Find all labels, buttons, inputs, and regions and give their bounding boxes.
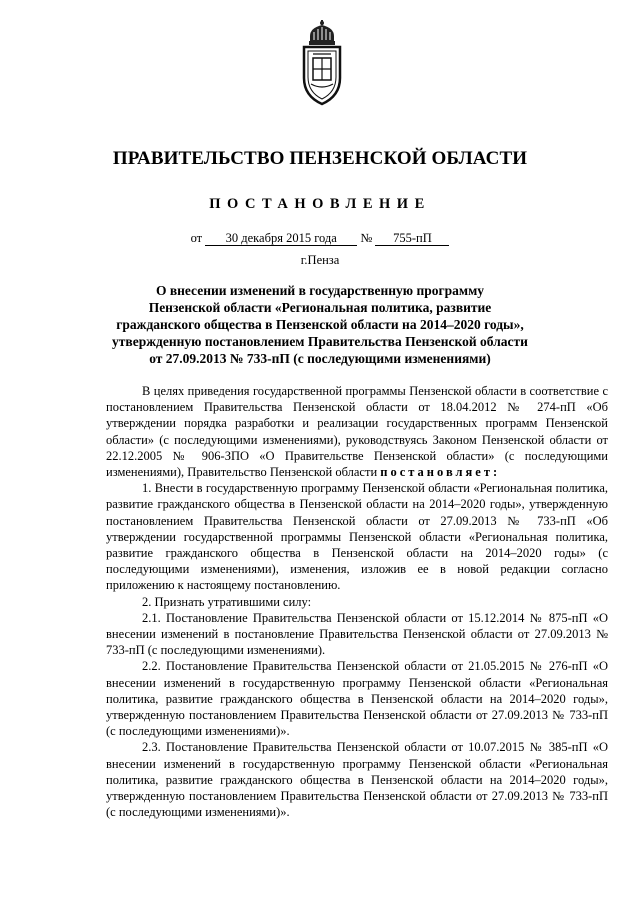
preamble-text: В целях приведения государственной программы Пензенской области в соответствие с постановлением Правительства Пензенской области от 18.04.2012 № 274-пП «Об утверждении порядка разработки и реализации государственных программ Пензенской области» (с последующими изменениями), руководствуясь Законом Пензенской области от 22.12.2005 № 906-ЗПО «О Правительстве Пензенской области» (с последующими изменениями), Правительство Пензенской области bbox=[106, 384, 608, 480]
item-paragraph: 2.2. Постановление Правительства Пензенской области от 21.05.2015 № 276-пП «О внесении изменений в государственную программу Пензенской области «Региональная политика, развитие гражданского общества в Пензенской области на 2014–2020 годы», утвержденную постановлением Правительства Пензенской области от 27.09.2013 № 733-пП (с последующими изменениями)». bbox=[106, 659, 608, 739]
document-date: 30 декабря 2015 года bbox=[205, 232, 357, 246]
coat-of-arms-icon bbox=[300, 20, 344, 106]
preamble-paragraph bbox=[106, 383, 608, 480]
item-paragraph: 2.3. Постановление Правительства Пензенской области от 10.07.2015 № 385-пП «О внесении изменений в государственную программу Пензенской области «Региональная политика, развитие гражданского общества в Пензенской области на 2014–2020 годы», утвержденную постановлением Правительства Пензенской области от 27.09.2013 № 733-пП (с последующими изменениями)». bbox=[106, 740, 608, 820]
organization-name: ПРАВИТЕЛЬСТВО ПЕНЗЕНСКОЙ ОБЛАСТИ bbox=[112, 148, 528, 169]
document-body bbox=[106, 383, 608, 820]
date-prefix: от bbox=[190, 231, 203, 245]
title-line: О внесении изменений в государственную программу bbox=[155, 283, 485, 298]
title-line: от 27.09.2013 № 733-пП (с последующими изменениями) bbox=[149, 351, 491, 366]
number-prefix: № bbox=[360, 231, 373, 245]
document-type: ПОСТАНОВЛЕНИЕ bbox=[209, 196, 431, 212]
city: г.Пенза bbox=[300, 253, 340, 267]
resolve-word: постановляет: bbox=[380, 465, 501, 480]
document-title bbox=[100, 282, 540, 367]
title-line: Пензенской области «Региональная политика, развитие bbox=[148, 300, 492, 315]
item-paragraph: 1. Внести в государственную программу Пензенской области «Региональная политика, развитие гражданского общества в Пензенской области на 2014–2020 годы», утвержденную постановлением Правительства Пензенской области от 27.09.2013 № 733-пП «Об утверждении государственной программы Пензенской области «Региональная политика, развитие гражданского общества в Пензенской области на 2014–2020 годы» (с последующими изменениями), изменения, изложив ее в новой редакции согласно приложению к настоящему постановлению. bbox=[106, 481, 608, 593]
item-paragraph: 2. Признать утратившими силу: bbox=[142, 594, 312, 609]
item-paragraph: 2.1. Постановление Правительства Пензенской области от 15.12.2014 № 875-пП «О внесении изменений в постановление Правительства Пензенской области от 27.09.2013 № 733-пП (с последующими изменениями). bbox=[106, 610, 608, 658]
document-number: 755-пП bbox=[375, 232, 449, 246]
date-number-line bbox=[0, 231, 640, 246]
title-line: гражданского общества в Пензенской области на 2014–2020 годы», bbox=[116, 317, 524, 332]
title-line: утвержденную постановлением Правительства Пензенской области bbox=[112, 334, 528, 349]
